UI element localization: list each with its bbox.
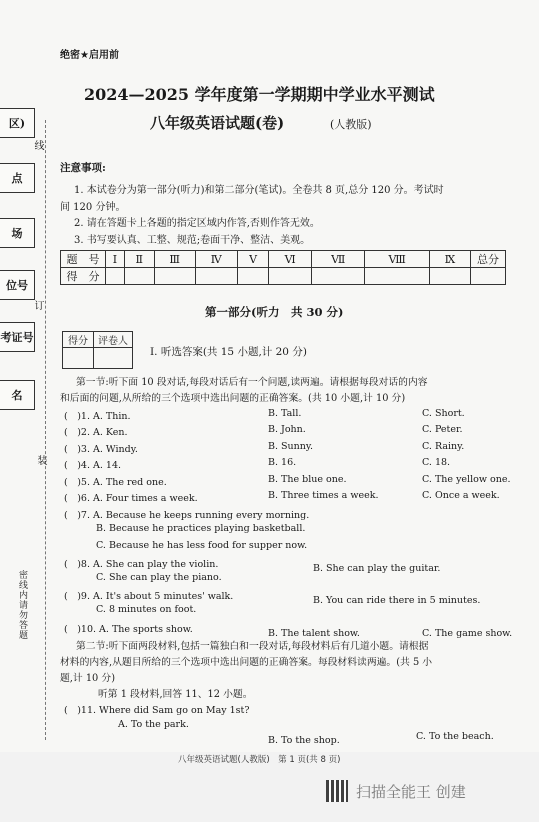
part1-title: 第一部分(听力 共 30 分) <box>205 305 344 319</box>
side-label-text: 考证号 <box>0 331 34 344</box>
section-title: Ⅰ. 听选答案(共 15 小题,计 20 分) <box>150 346 307 358</box>
watermark-text: 扫描全能王 创建 <box>356 783 466 801</box>
score-cell: Ⅲ <box>154 251 195 268</box>
binding-char: 订 <box>32 300 43 311</box>
question-row: ( )1. A. Thin. <box>64 411 131 422</box>
side-label-text: 位号 <box>6 279 28 292</box>
score-blank[interactable] <box>124 268 154 285</box>
question-option-b: B. To the shop. <box>268 735 340 746</box>
side-label-district <box>0 108 35 138</box>
binding-char: 线 <box>32 140 43 151</box>
question-option-a: )4. A. 14. <box>77 460 122 471</box>
binding-warning: 密线内请勿答题 <box>17 570 27 640</box>
side-label-text: 场 <box>11 227 23 240</box>
question-option-c: C. To the beach. <box>416 731 494 742</box>
score-cell: Ⅷ <box>365 251 430 268</box>
page-footer: 八年级英语试题(人教版) 第 1 页(共 8 页) <box>178 755 341 765</box>
instruction: 第二节:听下面两段材料,包括一篇独白和一段对话,每段材料后有几道小题。请根据 <box>76 641 429 652</box>
question-option-c: C. She can play the piano. <box>96 572 222 583</box>
question-option-a: )2. A. Ken. <box>77 427 128 438</box>
notes-item: 3. 书写要认真、工整、规范;卷面干净、整洁、美观。 <box>74 235 311 246</box>
question-row: ( )2. A. Ken. <box>64 427 128 438</box>
score-cell: 总分 <box>471 251 506 268</box>
question-option-a: )5. A. The red one. <box>77 477 167 488</box>
side-label-seat <box>0 270 35 300</box>
exam-subtitle: 八年级英语试题(卷) <box>150 114 285 132</box>
score-blank[interactable] <box>195 268 237 285</box>
question-option-a: A. To the park. <box>118 719 189 730</box>
side-label-room <box>0 218 35 248</box>
score-cell: Ⅸ <box>429 251 470 268</box>
notes-heading: 注意事项: <box>60 162 106 174</box>
question-option-a: )3. A. Windy. <box>77 444 138 455</box>
question-option-b: B. Three times a week. <box>268 490 379 501</box>
score-table <box>60 250 506 285</box>
side-label-exam-id <box>0 322 35 352</box>
question-row: ( )11. Where did Sam go on May 1st? <box>64 705 250 716</box>
grader-table <box>62 331 133 369</box>
score-cell: 得 分 <box>61 268 106 285</box>
question-row: ( )9. A. It's about 5 minutes' walk. <box>64 591 234 602</box>
question-option-b: B. Because he practices playing basketball. <box>96 523 306 534</box>
score-blank[interactable] <box>429 268 470 285</box>
score-cell: Ⅴ <box>237 251 269 268</box>
material-note: 听第 1 段材料,回答 11、12 小题。 <box>98 689 253 700</box>
question-option-b: B. The talent show. <box>268 628 360 639</box>
grader-blank[interactable] <box>94 348 133 369</box>
side-label-point <box>0 163 35 193</box>
question-option-b: B. The blue one. <box>268 474 347 485</box>
question-row: ( )6. A. Four times a week. <box>64 493 198 504</box>
question-option-a: )6. A. Four times a week. <box>77 493 198 504</box>
question-option-a: )1. A. Thin. <box>77 411 131 422</box>
exam-title: 2024—2025 学年度第一学期期中学业水平测试 <box>84 85 435 104</box>
question-option-c: C. Once a week. <box>422 490 500 501</box>
question-row: ( )4. A. 14. <box>64 460 122 471</box>
question-option-b: B. You can ride there in 5 minutes. <box>313 595 481 606</box>
score-table-score-row <box>61 268 506 285</box>
question-option-c: C. The yellow one. <box>422 474 511 485</box>
side-label-text: 区) <box>8 117 26 130</box>
binding-line <box>45 120 46 740</box>
question-option-c: C. Rainy. <box>422 441 465 452</box>
score-cell: Ⅱ <box>124 251 154 268</box>
instruction: 材料的内容,从题目所给的三个选项中选出问题的正确答案。每段材料读两遍。(共 5 小 <box>60 657 433 668</box>
question-option-a: )9. A. It's about 5 minutes' walk. <box>77 591 234 602</box>
question-row: ( )7. A. Because he keeps running every morning. <box>64 510 310 521</box>
score-blank[interactable] <box>365 268 430 285</box>
score-cell: I <box>106 251 125 268</box>
notes-item: 2. 请在答题卡上各题的指定区域内作答,否则作答无效。 <box>74 218 320 229</box>
question-row: ( )8. A. She can play the violin. <box>64 559 219 570</box>
binding-char: 装 <box>35 455 46 466</box>
side-label-text: 点 <box>11 172 23 185</box>
score-blank[interactable] <box>154 268 195 285</box>
score-blank[interactable] <box>237 268 269 285</box>
question-option-b: B. Tall. <box>268 408 302 419</box>
qr-code-icon <box>326 780 348 802</box>
question-row: ( )3. A. Windy. <box>64 444 138 455</box>
question-option-c: C. 8 minutes on foot. <box>96 604 197 615</box>
grader-cell: 评卷人 <box>94 332 133 348</box>
question-option-c: C. Short. <box>422 408 465 419</box>
question-stem: )11. Where did Sam go on May 1st? <box>77 705 250 716</box>
question-option-c: C. The game show. <box>422 628 513 639</box>
score-cell: Ⅵ <box>269 251 312 268</box>
grader-blank[interactable] <box>63 348 94 369</box>
question-option-c: C. Peter. <box>422 424 463 435</box>
score-blank[interactable] <box>471 268 506 285</box>
question-option-a: )8. A. She can play the violin. <box>77 559 219 570</box>
instruction: 第一节:听下面 10 段对话,每段对话后有一个问题,读两遍。请根据每段对话的内容 <box>76 377 428 388</box>
secret-mark: 绝密★启用前 <box>60 50 119 61</box>
question-option-b: B. John. <box>268 424 306 435</box>
side-label-text: 名 <box>11 389 23 402</box>
notes-item: 间 120 分钟。 <box>60 202 126 213</box>
question-option-b: B. Sunny. <box>268 441 314 452</box>
question-option-b: B. 16. <box>268 457 297 468</box>
question-option-a: )7. A. Because he keeps running every morning. <box>77 510 310 521</box>
question-option-c: C. 18. <box>422 457 451 468</box>
question-option-c: C. Because he has less food for supper now. <box>96 540 308 551</box>
score-cell: 题 号 <box>61 251 106 268</box>
instruction: 和后面的问题,从所给的三个选项中选出问题的正确答案。(共 10 小题,计 10 分) <box>60 393 406 404</box>
grader-cell: 得分 <box>63 332 94 348</box>
score-cell: Ⅶ <box>311 251 365 268</box>
question-option-b: B. She can play the guitar. <box>313 563 441 574</box>
notes-item: 1. 本试卷分为第一部分(听力)和第二部分(笔试)。全卷共 8 页,总分 120 分。考试时 <box>74 185 444 196</box>
score-table-header-row <box>61 251 506 268</box>
question-option-a: )10. A. The sports show. <box>77 624 193 635</box>
score-blank[interactable] <box>269 268 312 285</box>
side-label-name <box>0 380 35 410</box>
score-blank[interactable] <box>311 268 365 285</box>
question-row: ( )5. A. The red one. <box>64 477 167 488</box>
exam-edition: (人教版) <box>330 118 372 131</box>
question-row: ( )10. A. The sports show. <box>64 624 193 635</box>
score-cell: Ⅳ <box>195 251 237 268</box>
instruction: 题,计 10 分) <box>60 673 116 684</box>
score-blank[interactable] <box>106 268 125 285</box>
